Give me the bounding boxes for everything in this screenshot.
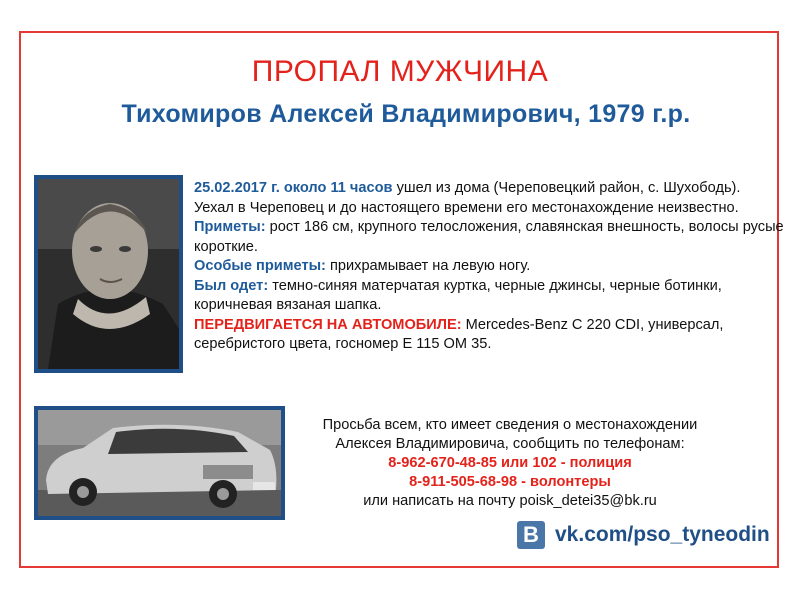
car-label: ПЕРЕДВИГАЕТСЯ НА АВТОМОБИЛЕ: (194, 316, 462, 333)
special-signs-label: Особые приметы: (194, 258, 326, 274)
person-photo (34, 175, 183, 373)
signs-label: Приметы: (194, 219, 266, 235)
special-signs-text: прихрамывает на левую ногу. (325, 258, 531, 274)
appeal-line-2: Алексея Владимировича, сообщить по телефонам: (335, 436, 685, 452)
vk-link-block[interactable] (517, 519, 770, 551)
clothes-paragraph (194, 277, 784, 316)
police-phone[interactable]: 8-962-670-48-85 или 102 - полиция (388, 455, 632, 471)
special-signs-paragraph (194, 257, 784, 277)
email-line[interactable]: или написать на почту poisk_detei35@bk.ru (363, 493, 657, 509)
volunteers-phone[interactable]: 8-911-505-68-98 - волонтеры (409, 474, 611, 490)
description-block (194, 179, 784, 355)
vk-logo-icon: B (517, 521, 545, 549)
circumstances-text: ушел из дома (Череповецкий район, с. Шухободь). Уехал в Череповец и до настоящего времени его местонахождение неизвестно. (194, 180, 741, 216)
clothes-text: темно-синяя матерчатая куртка, черные джинсы, черные ботинки, коричневая вязаная шапка. (194, 277, 722, 313)
disappearance-date: 25.02.2017 г. около 11 часов (194, 180, 393, 196)
appeal-block (290, 416, 730, 511)
signs-paragraph (194, 218, 784, 257)
car-text: Mercedes-Benz C 220 CDI, универсал, серебристого цвета, госномер Е 115 ОМ 35. (194, 316, 724, 352)
vk-link[interactable]: vk.com/pso_tyneodin (555, 523, 770, 546)
car-photo (34, 406, 285, 520)
headline: ПРОПАЛ МУЖЧИНА (251, 55, 549, 88)
circumstances-paragraph (194, 179, 784, 218)
signs-text: рост 186 см, крупного телосложения, славянская внешность, волосы русые короткие. (194, 219, 784, 255)
clothes-label: Был одет: (194, 277, 269, 294)
person-name: Тихомиров Алексей Владимирович, 1979 г.р. (121, 100, 691, 128)
car-paragraph (194, 316, 784, 355)
appeal-line-1: Просьба всем, кто имеет сведения о местонахождении (322, 417, 698, 433)
